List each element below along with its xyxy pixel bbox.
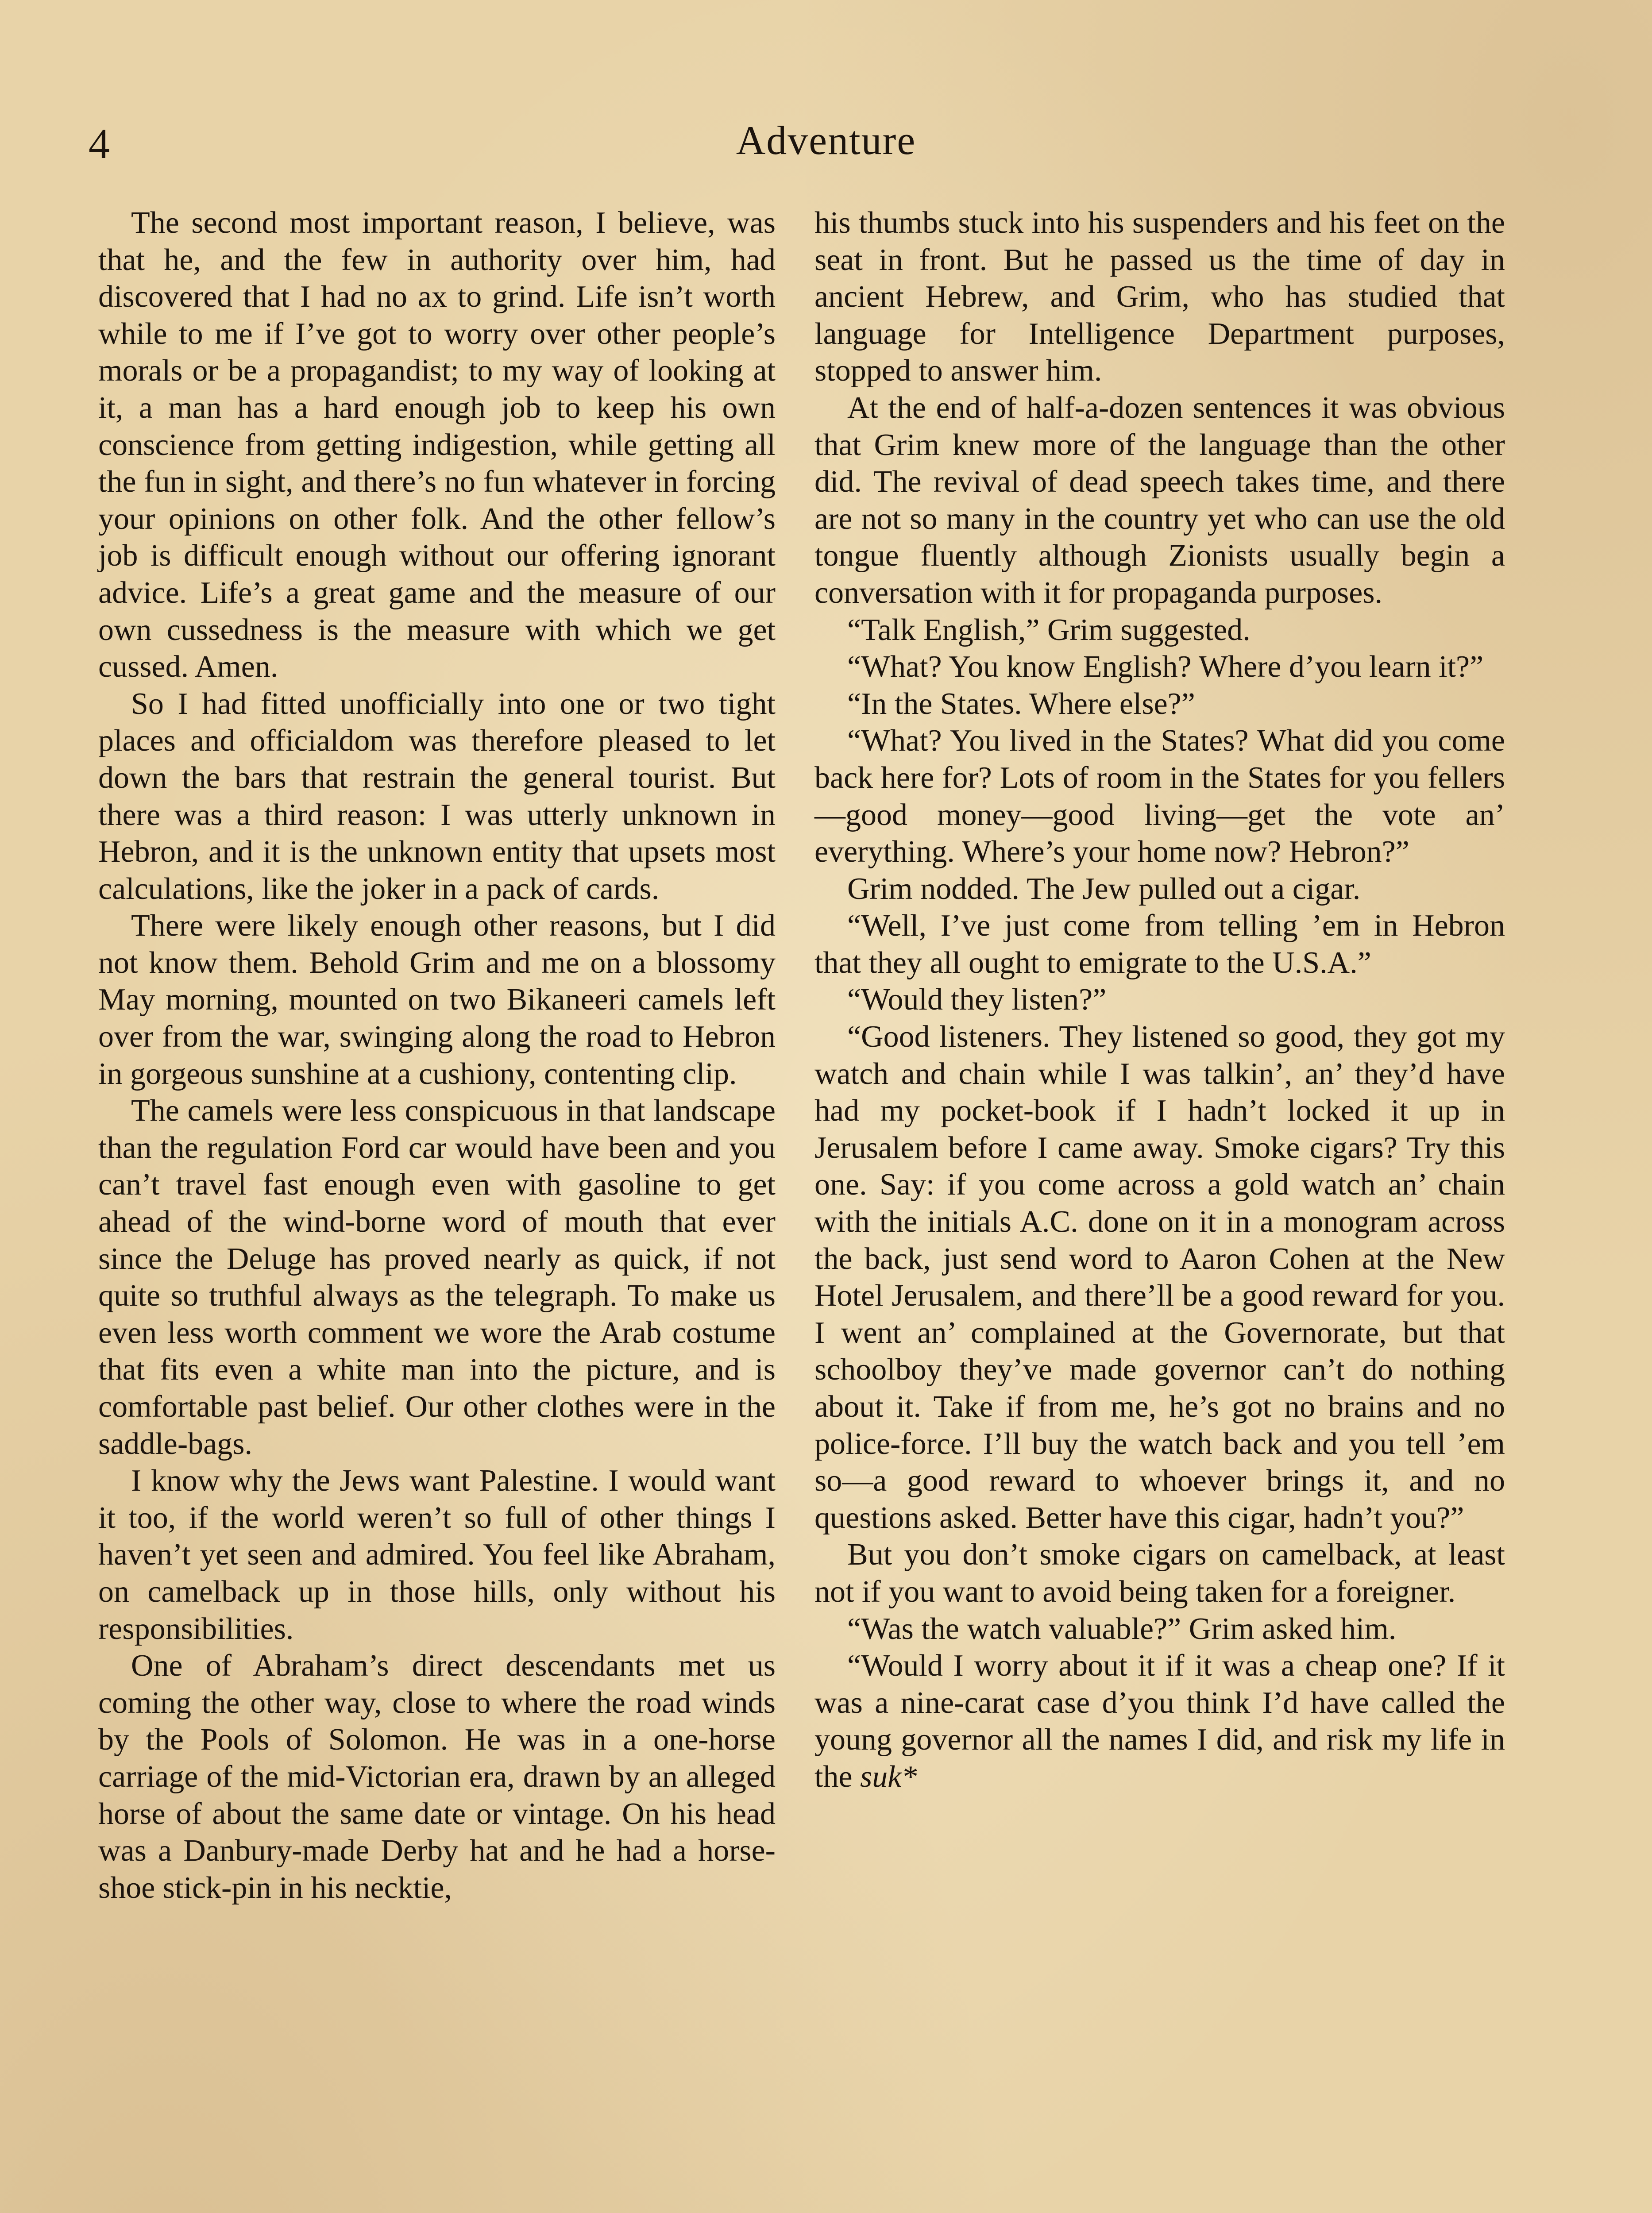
paragraph: There were likely enough other reasons, but I did not know them. Behold Grim and me on a blossomy May morning, mounted on two Bikaneeri camels left over from the war, swinging along the road to Hebron in gorgeous sunshine at a cushiony, contenting clip. (98, 909, 776, 1091)
paragraph (814, 1647, 1505, 1795)
running-head-title: Adventure (736, 118, 916, 163)
paragraph: “What? You know English? Where d’you learn it?” (847, 650, 1484, 684)
paragraph: his thumbs stuck into his suspenders and his feet on the seat in front. But he passed us the time of day in ancient Hebrew, and Grim, who has studied that language for Intelligence Department purposes, stopped to answer him. (814, 206, 1505, 388)
paragraph: “Was the watch valuable?” Grim asked him. (847, 1612, 1397, 1646)
paragraph: Grim nodded. The Jew pulled out a cigar. (847, 871, 1361, 906)
paragraph: So I had fitted unofficially into one or two tight places and officialdom was therefore pleased to let down the bars that restrain the general tourist. But there was a third reason: I was utterly unknown in Hebron, and it is the unknown entity that upsets most calculations, like the joker in a pack of cards. (98, 686, 776, 906)
paragraph: The second most important reason, I believe, was that he, and the few in authority over him, had discovered that I had no ax to grind. Life isn’t worth while to me if I’ve got to worry over other people’s morals or be a propagandist; to my way of looking at it, a man has a hard enough job to keep his own conscience from getting indigestion, while getting all the fun in sight, and there’s no fun whatever in forcing your opinions on other folk. And the other fellow’s job is difficult enough without our offering ignorant advice. Life’s a great game and the measure of our own cussedness is the measure with which we get cussed. Amen. (98, 206, 776, 684)
paragraph: At the end of half-a-dozen sentences it was obvious that Grim knew more of the language than the other did. The revival of dead speech takes time, and there are not so many in the country yet who can use the old tongue fluently although Zionists usually begin a conversation with it for propaganda purposes. (814, 390, 1505, 610)
left-text-column (98, 204, 776, 1906)
paragraph: I know why the Jews want Palestine. I would want it too, if the world weren’t so full of other things I haven’t yet seen and admired. You feel like Abraham, on camelback up in those hills, only without his responsibilities. (98, 1464, 776, 1646)
paragraph-text: “Would I worry about it if it was a cheap one? If it was a nine-carat case d’you think I’d have called the young governor all the names I did, and risk my life in the (814, 1649, 1505, 1794)
paragraph: “Talk English,” Grim suggested. (847, 613, 1251, 647)
paragraph: “Would they listen?” (847, 983, 1107, 1017)
right-text-column (814, 204, 1505, 1796)
paragraph: “Good listeners. They listened so good, they got my watch and chain while I was talkin’, an’ they’d have had my pocket-book if I hadn’t locked it up in Jerusalem before I came away. Smoke cigars? Try this one. Say: if you come across a gold watch an’ chain with the initials A.C. done on it in a monogram across the back, just send word to Aaron Cohen at the New Hotel Jerusalem, and there’ll be a good reward for you. I went an’ complained at the Governorate, but that schoolboy they’ve made governor can’t do nothing about it. Take if from me, he’s got no brains and no police-force. I’ll buy the watch back and you tell ’em so—a good reward to whoever brings it, and no questions asked. Better have this cigar, hadn’t you?” (814, 1020, 1505, 1535)
footnote-marked-word: suk* (860, 1759, 917, 1794)
paragraph: “What? You lived in the States? What did you come back here for? Lots of room in the States for you fellers—good money—good living—get the vote an’ everything. Where’s your home now? Hebron?” (814, 724, 1505, 869)
paragraph: One of Abraham’s direct descendants met us coming the other way, close to where the road winds by the Pools of Solomon. He was in a one-horse carriage of the mid-Victorian era, drawn by an alleged horse of about the same date or vintage. On his head was a Danbury-made Derby hat and he had a horse-shoe stick-pin in his necktie, (98, 1649, 776, 1905)
paragraph: “In the States. Where else?” (847, 686, 1195, 721)
paragraph: But you don’t smoke cigars on camelback, at least not if you want to avoid being taken for a foreigner. (814, 1538, 1505, 1609)
paragraph: “Well, I’ve just come from telling ’em in Hebron that they all ought to emigrate to the U.S.A.” (814, 909, 1505, 980)
paragraph: The camels were less conspicuous in that landscape than the regulation Ford car would have been and you can’t travel fast enough even with gasoline to get ahead of the wind-borne word of mouth that ever since the Deluge has proved nearly as quick, if not quite so truthful always as the telegraph. To make us even less worth comment we wore the Arab costume that fits even a white man into the picture, and is comfortable past belief. Our other clothes were in the saddle-bags. (98, 1094, 776, 1461)
page-number: 4 (89, 120, 110, 167)
